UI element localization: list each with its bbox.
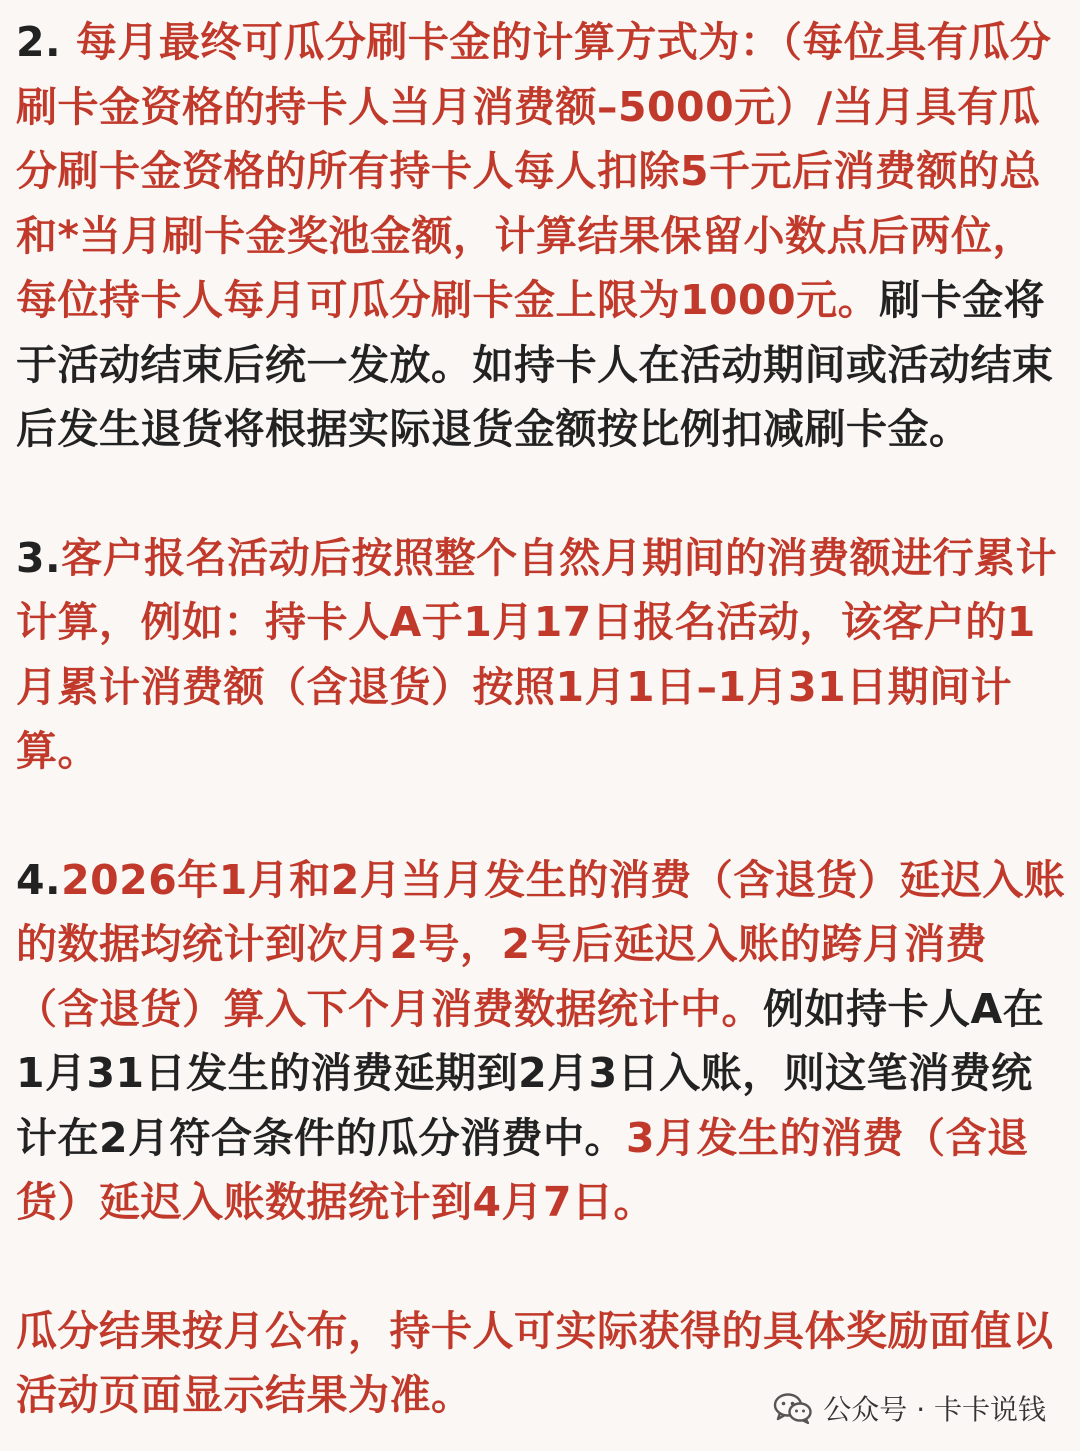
rule-4-march-text: 3月发生的消费（含退货）延迟入账数据统计到4月7日。 xyxy=(16,1113,1029,1226)
paragraph-rule-4 xyxy=(16,848,1068,1235)
watermark xyxy=(773,1389,1046,1427)
rule-2-payout-text: 刷卡金将于活动结束后统一发放。如持卡人在活动期间或活动结束后发生退货将根据实际退货金额按比例扣减刷卡金。 xyxy=(16,276,1054,453)
rule-3-text: 客户报名活动后按照整个自然月期间的消费额进行累计计算，例如：持卡人A于1月17日报名活动，该客户的1月累计消费额（含退货）按照1月1日–1月31日期间计算。 xyxy=(16,533,1058,775)
rule-4-number: 4. xyxy=(16,855,62,904)
watermark-text: 公众号 · 卡卡说钱 xyxy=(823,1393,1046,1426)
rule-3-number: 3. xyxy=(16,533,62,582)
rule-2-calculation-text: 每月最终可瓜分刷卡金的计算方式为：（每位具有瓜分刷卡金资格的持卡人当月消费额–5000元）/当月具有瓜分刷卡金资格的所有持卡人每人扣除5千元后消费额的总和*当月刷卡金奖池金额，计算结果保留小数点后两位，每位持卡人每月可瓜分刷卡金上限为1000元。 xyxy=(16,18,1052,324)
results-note-text: 瓜分结果按月公布，持卡人可实际获得的具体奖励面值以活动页面显示结果为准。 xyxy=(16,1306,1054,1419)
rule-4-delay-text: 2026年1月和2月当月发生的消费（含退货）延迟入账的数据均统计到次月2号，2号后延迟入账的跨月消费（含退货）算入下个月消费数据统计中。 xyxy=(16,855,1066,1033)
rule-4-example-text: 例如持卡人A在1月31日发生的消费延期到2月3日入账，则这笔消费统计在2月符合条件的瓜分消费中。 xyxy=(16,984,1045,1162)
wechat-icon xyxy=(773,1392,813,1424)
rule-2-number: 2. xyxy=(16,18,76,66)
article-body xyxy=(16,10,1068,1428)
paragraph-rule-3 xyxy=(16,526,1068,784)
paragraph-rule-2 xyxy=(16,10,1068,462)
